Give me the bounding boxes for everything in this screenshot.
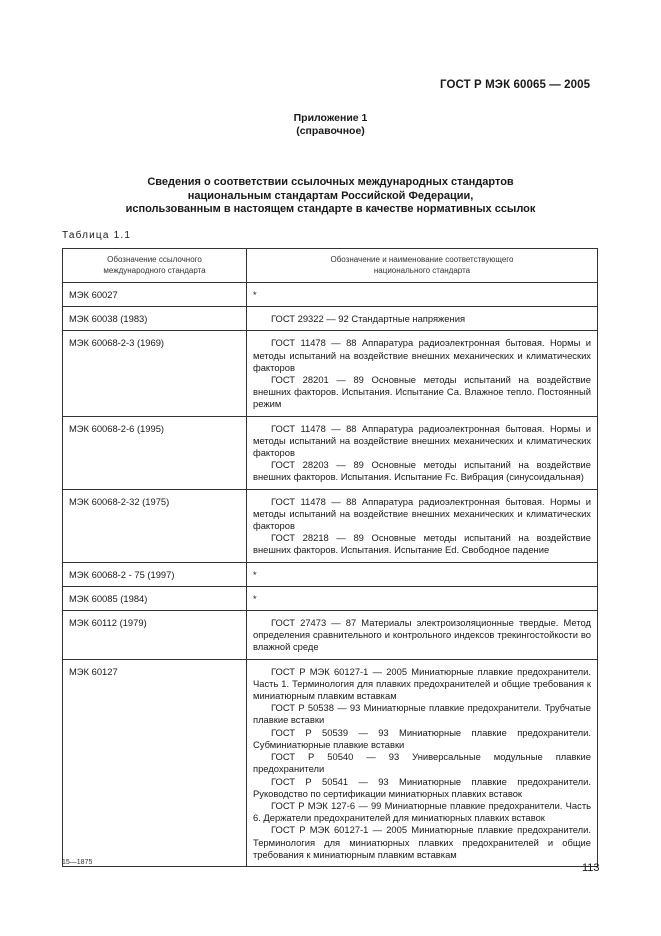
national-standard-cell xyxy=(247,611,598,660)
national-standard-entry: ГОСТ 28201 — 89 Основные методы испытаний на воздействие внешних факторов. Испытания. Испытание Са. Влажное тепло. Постоянный режим xyxy=(253,374,591,410)
section-heading xyxy=(0,176,661,217)
national-standard-cell xyxy=(247,586,598,610)
table-row xyxy=(63,562,598,586)
national-standard-cell xyxy=(247,489,598,562)
national-standard-cell xyxy=(247,562,598,586)
national-standard-entry: ГОСТ Р МЭК 60127-1 — 2005 Миниатюрные плавкие предохранители. Терминология для миниатюрных плавких предохранителей и общие требования к миниатюрным плавким вставкам xyxy=(253,824,591,860)
national-standard-entry: ГОСТ 11478 — 88 Аппаратура радиоэлектронная бытовая. Нормы и методы испытаний на воздействие внешних механических и климатических факторов xyxy=(253,337,591,373)
national-standard-entry: ГОСТ 28203 — 89 Основные методы испытаний на воздействие внешних факторов. Испытания. Испытание Fc. Вибрация (синусоидальная) xyxy=(253,459,591,483)
national-standard-entry: ГОСТ 11478 — 88 Аппаратура радиоэлектронная бытовая. Нормы и методы испытаний на воздействие внешних механических и климатических факторов xyxy=(253,495,591,532)
print-code: 15—1875 xyxy=(62,859,93,866)
heading-line: использованным в настоящем стандарте в качестве нормативных ссылок xyxy=(125,203,536,215)
table-row xyxy=(63,307,598,331)
international-standard-cell: МЭК 60027 xyxy=(63,283,247,307)
international-standard-cell: МЭК 60068-2-3 (1969) xyxy=(63,331,247,416)
heading-line: Сведения о соответствии ссылочных международных стандартов xyxy=(147,176,514,188)
no-equivalent-mark: * xyxy=(253,592,257,604)
no-equivalent-mark: * xyxy=(253,568,257,580)
table-caption: Таблица 1.1 xyxy=(62,230,132,241)
header-line: международного стандарта xyxy=(103,266,206,275)
document-code: ГОСТ Р МЭК 60065 — 2005 xyxy=(440,79,591,91)
national-standard-entry: ГОСТ Р 50540 — 93 Универсальные модульные плавкие предохранители xyxy=(253,751,591,775)
table-row xyxy=(63,586,598,610)
national-standard-cell xyxy=(247,307,598,331)
appendix-subtitle: (справочное) xyxy=(296,125,365,137)
standards-table xyxy=(62,248,598,867)
appendix-title xyxy=(0,112,661,138)
header-line: Обозначение и наименование соответствующего xyxy=(330,255,514,264)
national-standard-entry: ГОСТ Р МЭК 60127-1 — 2005 Миниатюрные плавкие предохранители. Часть 1. Терминология для плавких предохранителей и общие требования к миниатюрным плавким вставкам xyxy=(253,665,591,702)
national-standard-entry: ГОСТ Р 50541 — 93 Миниатюрные плавкие предохранители. Руководство по сертификации миниатюрных плавких вставок xyxy=(253,775,591,799)
national-standard-entry: ГОСТ 29322 — 92 Стандартные напряжения xyxy=(271,313,466,325)
international-standard-cell: МЭК 60112 (1979) xyxy=(63,611,247,660)
column-header-national xyxy=(247,249,598,283)
national-standard-cell xyxy=(247,331,598,416)
national-standard-cell xyxy=(247,659,598,866)
national-standard-cell xyxy=(247,416,598,489)
table-row xyxy=(63,489,598,562)
table-row xyxy=(63,416,598,489)
international-standard-cell: МЭК 60068-2-32 (1975) xyxy=(63,489,247,562)
table-row xyxy=(63,659,598,866)
international-standard-cell: МЭК 60038 (1983) xyxy=(63,307,247,331)
table-header-row xyxy=(63,249,598,283)
international-standard-cell: МЭК 60068-2-6 (1995) xyxy=(63,416,247,489)
table-row xyxy=(63,283,598,307)
international-standard-cell: МЭК 60068-2 - 75 (1997) xyxy=(63,562,247,586)
national-standard-entry: ГОСТ 11478 — 88 Аппаратура радиоэлектронная бытовая. Нормы и методы испытаний на воздействие внешних механических и климатических факторов xyxy=(253,422,591,459)
national-standard-entry: ГОСТ 27473 — 87 Материалы электроизоляционные твердые. Метод определения сравнительного и контрольного индексов трекингостойкости во влажной среде xyxy=(253,617,591,653)
header-line: Обозначение ссылочного xyxy=(107,255,202,264)
appendix-label: Приложение 1 xyxy=(293,112,368,124)
table-row xyxy=(63,611,598,660)
header-line: национального стандарта xyxy=(373,266,471,275)
column-header-international xyxy=(63,249,247,283)
heading-line: национальным стандартам Российской Федерации, xyxy=(187,189,474,202)
national-standard-entry: ГОСТ Р МЭК 127-6 — 99 Миниатюрные плавкие предохранители. Часть 6. Держатели предохранителей для миниатюрных плавких вставок xyxy=(253,799,591,824)
page-number: 113 xyxy=(582,862,600,874)
international-standard-cell: МЭК 60085 (1984) xyxy=(63,586,247,610)
no-equivalent-mark: * xyxy=(253,289,257,300)
national-standard-entry: ГОСТ 28218 — 89 Основные методы испытаний на воздействие внешних факторов. Испытания. Испытание Ed. Свободное падение xyxy=(253,532,591,556)
national-standard-entry: ГОСТ Р 50539 — 93 Миниатюрные плавкие предохранители. Субминиатюрные плавкие вставки xyxy=(253,726,591,750)
national-standard-entry: ГОСТ Р 50538 — 93 Миниатюрные плавкие предохранители. Трубчатые плавкие вставки xyxy=(253,702,591,726)
national-standard-cell xyxy=(247,283,598,307)
international-standard-cell: МЭК 60127 xyxy=(63,659,247,866)
table-row xyxy=(63,331,598,416)
